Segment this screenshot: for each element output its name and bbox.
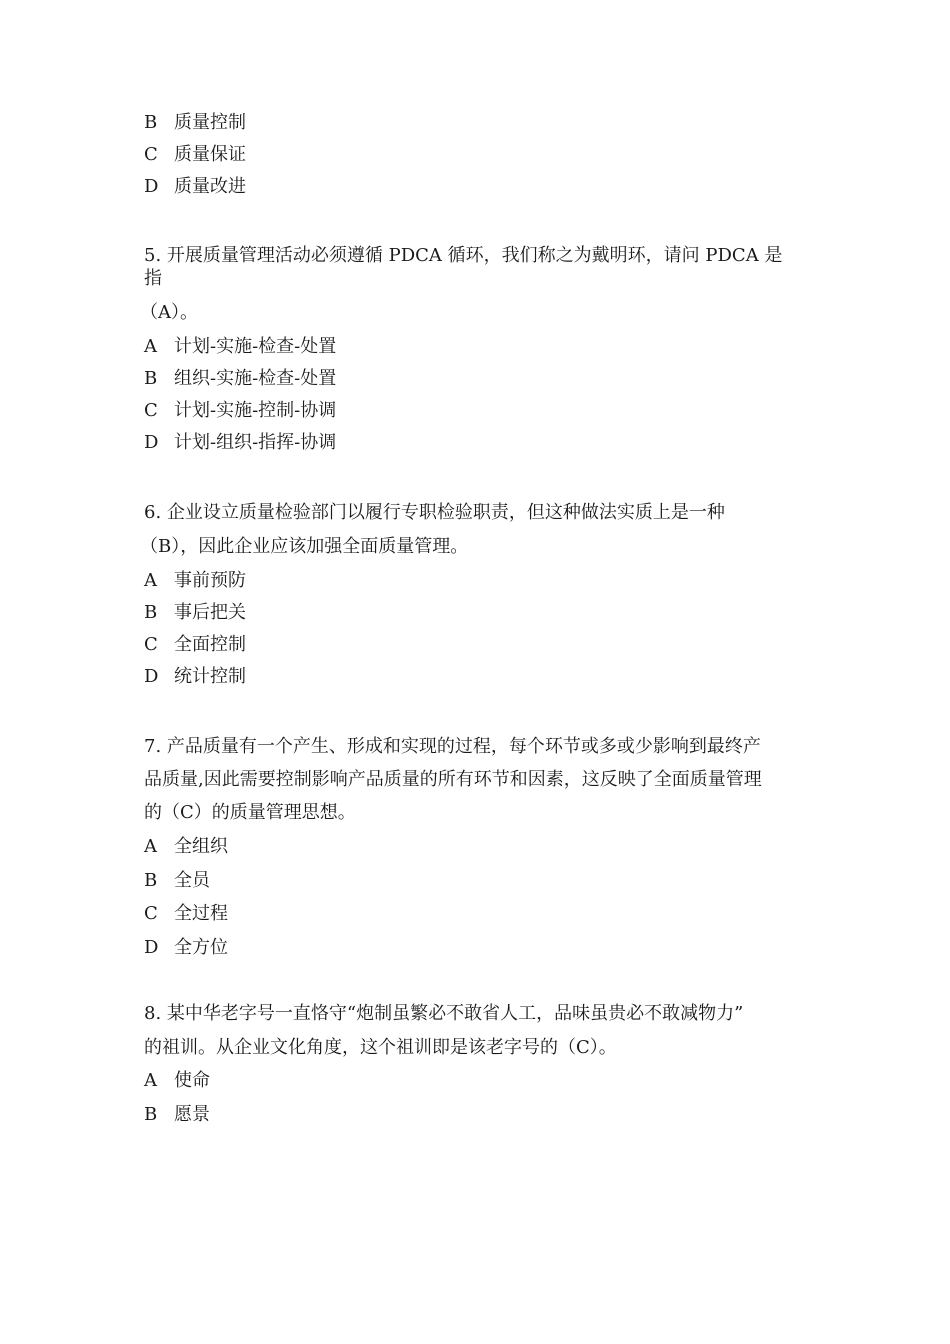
option-d [144, 176, 246, 198]
option-a [144, 836, 228, 858]
question-5-stem-line2: 指 [144, 268, 162, 289]
option-text: 事前预防 [174, 570, 246, 591]
option-b [144, 368, 336, 390]
option-letter: A [144, 336, 157, 357]
option-text: 全面控制 [174, 634, 246, 655]
option-text: 愿景 [174, 1104, 210, 1125]
option-c [144, 400, 336, 422]
option-text: 质量改进 [174, 176, 246, 197]
question-7-stem-line2: 品质量,因此需要控制影响产品质量的所有环节和因素，这反映了全面质量管理 [144, 769, 762, 790]
question-7-stem-line3: 的（C）的质量管理思想。 [144, 802, 356, 823]
option-d [144, 937, 228, 959]
option-letter: B [144, 368, 158, 389]
option-letter: D [144, 432, 159, 453]
option-letter: C [144, 634, 158, 655]
question-6-stem-line2: （B），因此企业应该加强全面质量管理。 [140, 536, 469, 557]
option-c [144, 634, 246, 656]
option-b [144, 112, 246, 134]
option-letter: B [144, 870, 158, 891]
option-b [144, 602, 246, 624]
option-a [144, 336, 336, 358]
option-letter: A [144, 1070, 157, 1091]
option-letter: C [144, 144, 158, 165]
option-letter: D [144, 937, 159, 958]
option-letter: C [144, 903, 158, 924]
option-a [144, 570, 246, 592]
option-a [144, 1070, 210, 1092]
question-5-answer: （A）。 [140, 302, 198, 323]
option-letter: D [144, 176, 159, 197]
option-text: 使命 [174, 1070, 210, 1091]
option-text: 全过程 [174, 903, 228, 924]
option-letter: B [144, 112, 158, 133]
option-text: 全组织 [174, 836, 228, 857]
question-8-stem-line2: 的祖训。从企业文化角度，这个祖训即是该老字号的（C）。 [144, 1037, 617, 1058]
option-text: 计划-实施-检查-处置 [174, 336, 337, 357]
question-6-stem-line1: 6. 企业设立质量检验部门以履行专职检验职责，但这种做法实质上是一种 [144, 502, 725, 523]
option-c [144, 903, 228, 925]
option-d [144, 666, 246, 688]
option-letter: A [144, 836, 157, 857]
option-letter: D [144, 666, 159, 687]
option-text: 组织-实施-检查-处置 [174, 368, 337, 389]
option-text: 质量控制 [174, 112, 246, 133]
option-letter: B [144, 1104, 158, 1125]
option-text: 统计控制 [174, 666, 246, 687]
option-text: 质量保证 [174, 144, 246, 165]
option-letter: A [144, 570, 157, 591]
option-text: 全员 [174, 870, 210, 891]
option-b [144, 1104, 210, 1126]
question-5-stem-line1: 5. 开展质量管理活动必须遵循 PDCA 循环，我们称之为戴明环，请问 PDCA 是 [144, 245, 783, 266]
question-7-stem-line1: 7. 产品质量有一个产生、形成和实现的过程，每个环节或多或少影响到最终产 [144, 736, 761, 757]
option-text: 计划-实施-控制-协调 [174, 400, 337, 421]
option-text: 事后把关 [174, 602, 246, 623]
option-b [144, 870, 210, 892]
question-8-stem-line1: 8. 某中华老字号一直恪守“炮制虽繁必不敢省人工，品味虽贵必不敢减物力” [144, 1003, 744, 1024]
option-letter: C [144, 400, 158, 421]
option-text: 计划-组织-指挥-协调 [174, 432, 337, 453]
option-text: 全方位 [174, 937, 228, 958]
option-letter: B [144, 602, 158, 623]
option-c [144, 144, 246, 166]
option-d [144, 432, 336, 454]
